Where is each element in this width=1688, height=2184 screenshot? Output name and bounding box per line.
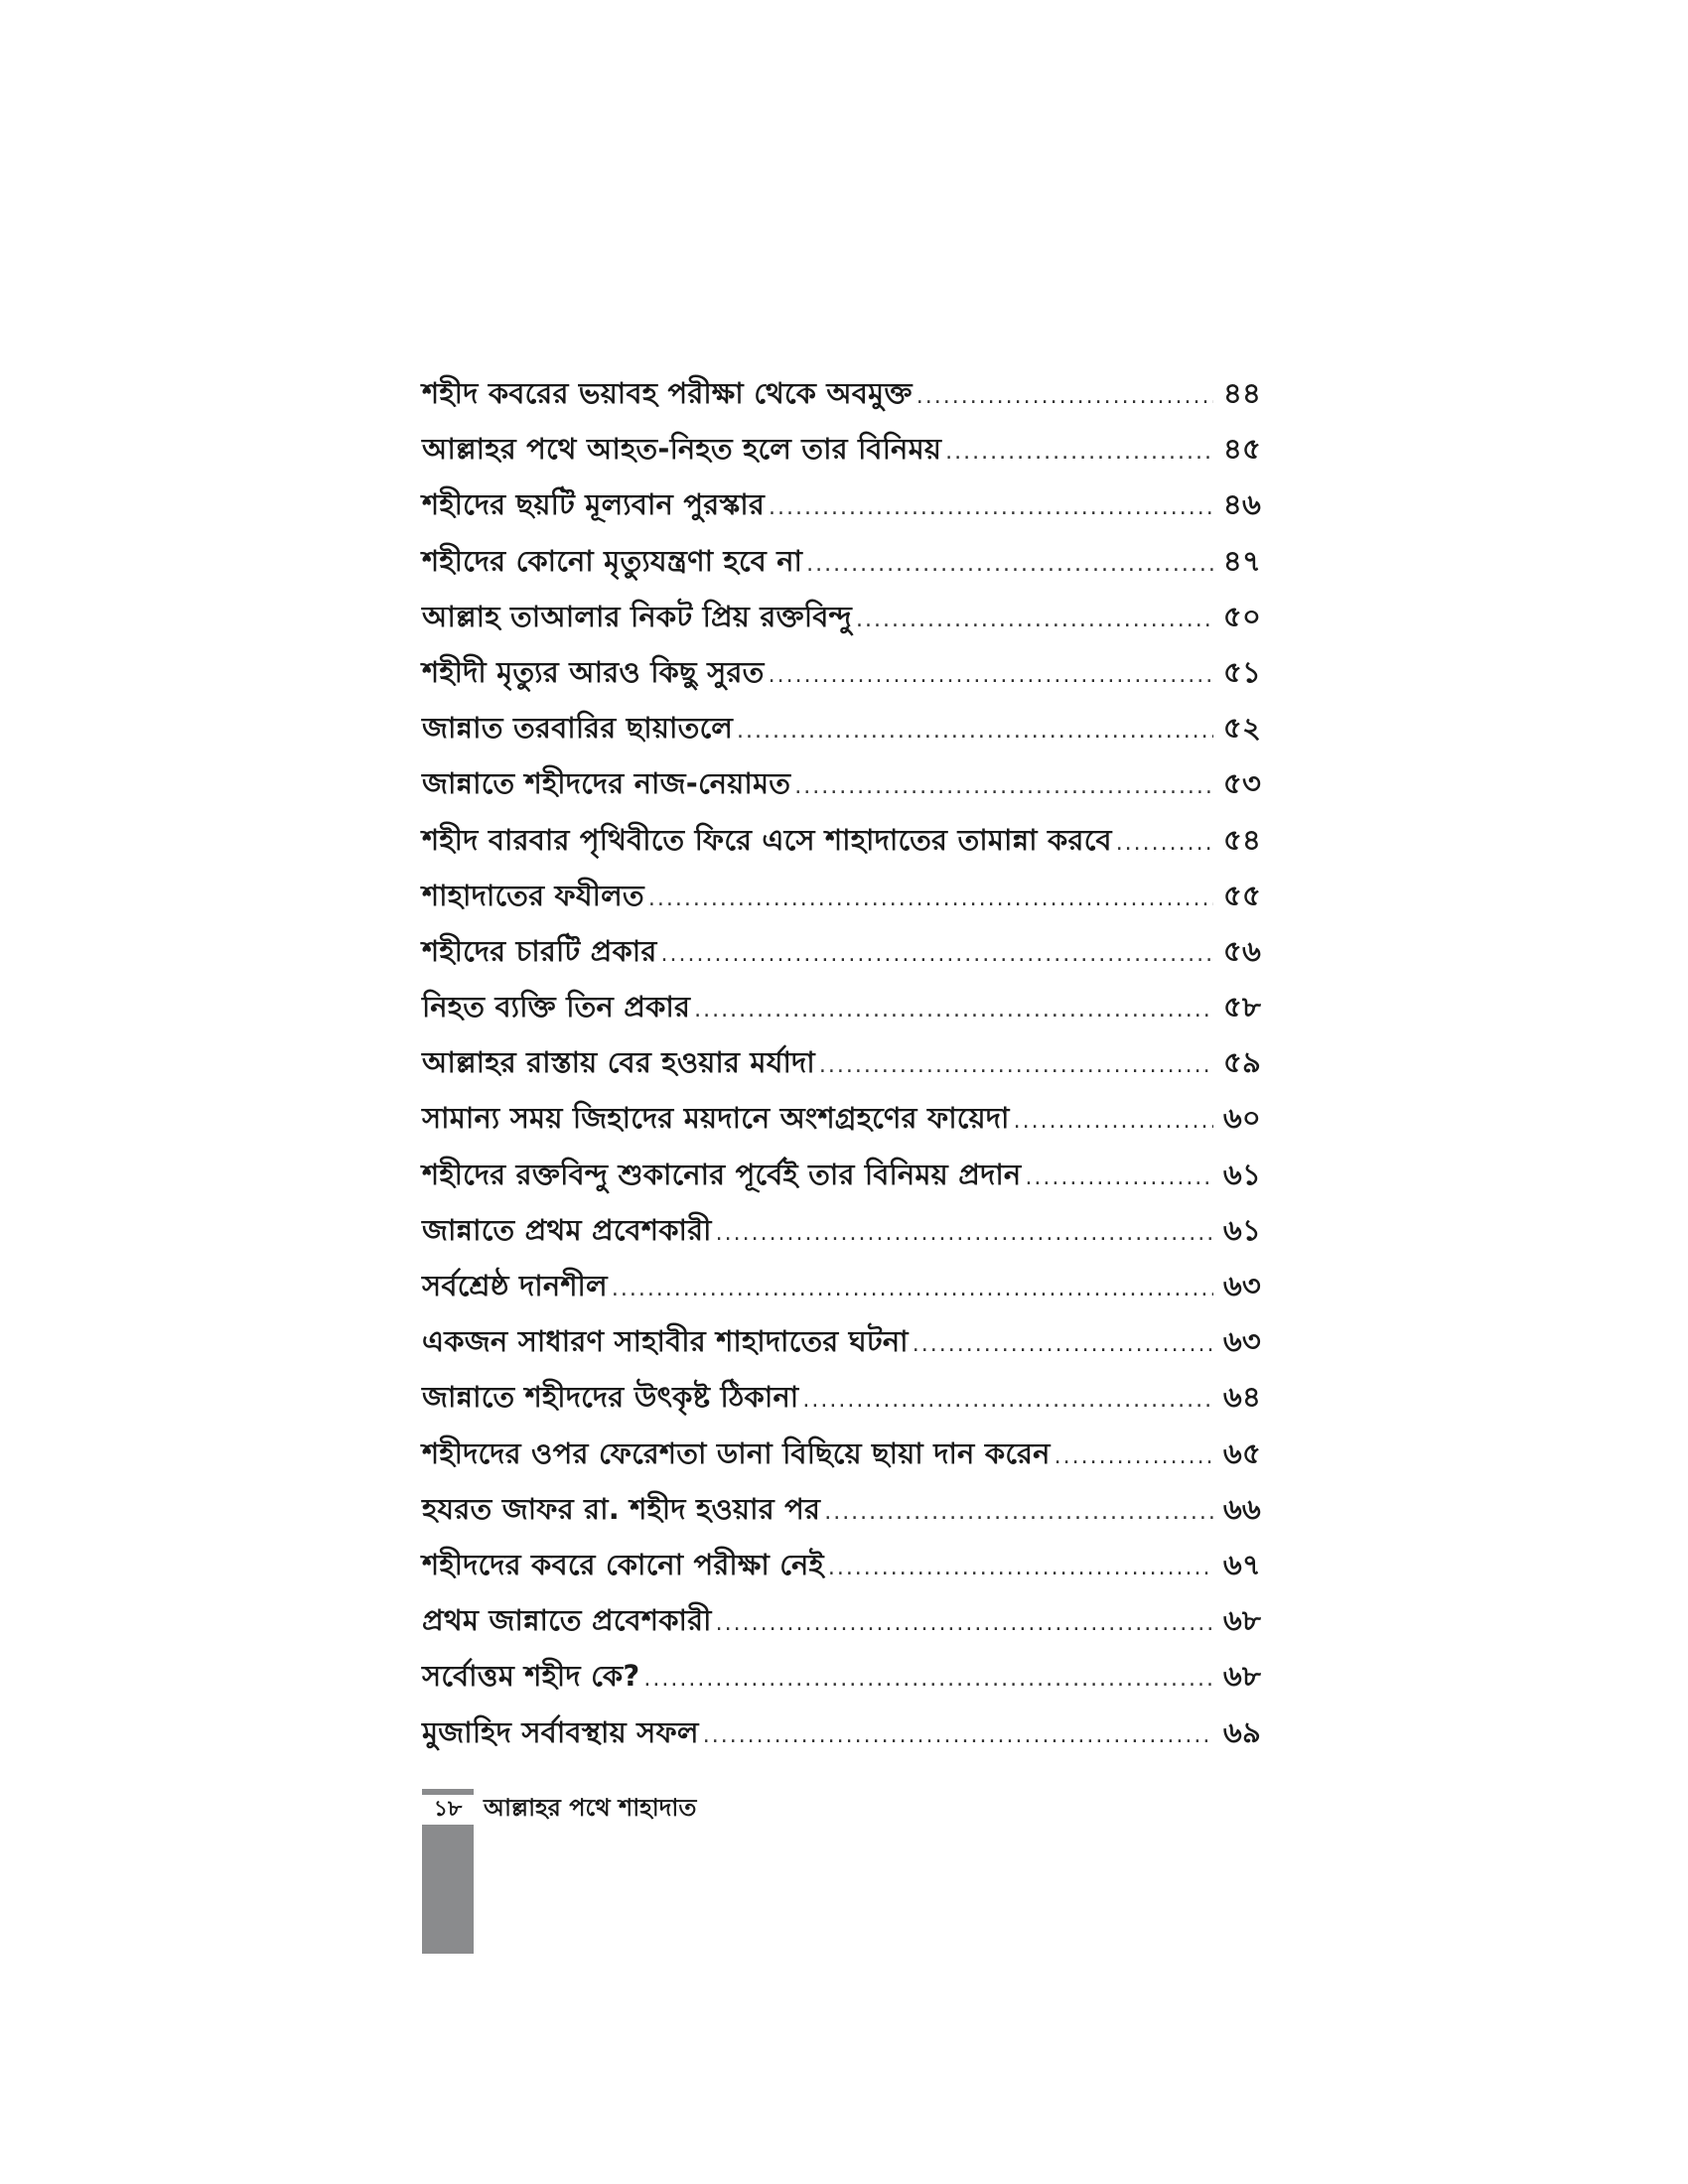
toc-entry-page: ৪৭ — [1222, 543, 1261, 578]
toc-entry-title: জান্নাতে শহীদদের নাজ-নেয়ামত — [422, 766, 791, 801]
toc-entry-page: ৫৯ — [1222, 1045, 1261, 1080]
toc-entry-page: ৬১ — [1222, 1212, 1261, 1247]
toc-entry — [422, 1375, 1261, 1431]
toc-entry — [422, 761, 1261, 817]
dot-leader — [913, 1332, 1213, 1357]
toc-entry-title: প্রথম জান্নাতে প্রবেশকারী — [422, 1603, 712, 1638]
toc-entry-page: ৫৪ — [1222, 822, 1261, 857]
toc-entry — [422, 1598, 1261, 1654]
toc-entry-page: ৫৩ — [1222, 766, 1261, 801]
toc-entry-title: সর্বোত্তম শহীদ কে? — [422, 1659, 640, 1694]
toc-entry-page: ৬৭ — [1222, 1547, 1261, 1581]
toc-entry-title: শহীদের কোনো মৃত্যুযন্ত্রণা হবে না — [422, 543, 803, 578]
toc-entry-page: ৫৬ — [1222, 933, 1261, 968]
toc-entry-page: ৫৫ — [1222, 878, 1261, 912]
toc-entry-page: ৬৬ — [1222, 1491, 1261, 1526]
dot-leader — [794, 774, 1213, 799]
toc-entry-title: শাহাদাতের ফযীলত — [422, 878, 644, 912]
toc-entry — [422, 1432, 1261, 1487]
page-footer — [422, 1795, 696, 1825]
toc-entry — [422, 985, 1261, 1040]
toc-entry — [422, 539, 1261, 595]
toc-entry-page: ৪৬ — [1222, 487, 1261, 522]
dot-leader — [716, 1611, 1213, 1636]
dot-leader — [828, 1556, 1213, 1580]
toc-entry-page: ৫১ — [1222, 654, 1261, 689]
dot-leader — [1014, 1109, 1213, 1134]
toc-entry-title: জান্নাত তরবারির ছায়াতলে — [422, 711, 734, 746]
toc-entry-title: শহীদের রক্তবিন্দু শুকানোর পূর্বেই তার বিনিময় প্রদান — [422, 1157, 1022, 1191]
toc-entry — [422, 1710, 1261, 1766]
toc-entry — [422, 595, 1261, 650]
dot-leader — [1116, 831, 1213, 856]
toc-entry-page: ৬৯ — [1222, 1714, 1261, 1749]
toc-entry-page: ৬৩ — [1222, 1324, 1261, 1359]
page-number: ১৮ — [433, 1796, 463, 1822]
toc-entry — [422, 1319, 1261, 1375]
dot-leader — [769, 495, 1213, 520]
toc-entry-title: আল্লাহর রাস্তায় বের হওয়ার মর্যাদা — [422, 1045, 815, 1080]
toc-entry-title: শহীদ বারবার পৃথিবীতে ফিরে এসে শাহাদাতের তামান্না করবে — [422, 822, 1112, 857]
toc-entry-page: ৬৩ — [1222, 1269, 1261, 1302]
toc-entry — [422, 482, 1261, 538]
dot-leader — [694, 998, 1213, 1023]
toc-entry-title: শহীদদের ওপর ফেরেশতা ডানা বিছিয়ে ছায়া দান করেন — [422, 1435, 1051, 1470]
dot-leader — [643, 1667, 1213, 1692]
toc-entry-page: ৪৫ — [1222, 432, 1261, 467]
toc-entry-page: ৫৮ — [1222, 990, 1261, 1024]
dot-leader — [661, 942, 1213, 967]
toc-entry-title: শহীদ কবরের ভয়াবহ পরীক্ষা থেকে অবমুক্ত — [422, 376, 913, 410]
toc-entry-title: সর্বশ্রেষ্ঠ দানশীল — [422, 1269, 608, 1302]
toc-entry — [422, 1208, 1261, 1264]
dot-leader — [806, 552, 1213, 577]
dot-leader — [648, 887, 1213, 911]
dot-leader — [703, 1723, 1213, 1748]
toc-entry — [422, 650, 1261, 706]
toc-entry-title: শহীদের চারটি প্রকার — [422, 933, 657, 968]
toc-entry-page: ৫২ — [1222, 711, 1261, 746]
dot-leader — [916, 384, 1213, 409]
toc-entry — [422, 371, 1261, 427]
toc-entry-title: শহীদদের কবরে কোনো পরীক্ষা নেই — [422, 1547, 824, 1581]
running-title: আল্লাহর পথে শাহাদাত — [484, 1794, 697, 1822]
toc-entry-title: শহীদী মৃত্যুর আরও কিছু সুরত — [422, 654, 765, 689]
toc-entry-title: আল্লাহর পথে আহত-নিহত হলে তার বিনিময় — [422, 432, 942, 467]
toc-entry — [422, 427, 1261, 482]
toc-entry — [422, 1264, 1261, 1319]
toc-entry-title: শহীদের ছয়টি মূল্যবান পুরস্কার — [422, 487, 766, 522]
toc-entry-page: ৬১ — [1222, 1157, 1261, 1191]
dot-leader — [819, 1053, 1213, 1078]
toc-entry-page: ৫০ — [1222, 599, 1261, 633]
toc-entry-title: হযরত জাফর রা. শহীদ হওয়ার পর — [422, 1491, 821, 1526]
toc-entry — [422, 1096, 1261, 1152]
toc-entry-page: ৬৫ — [1222, 1435, 1261, 1470]
toc-entry-title: একজন সাধারণ সাহাবীর শাহাদাতের ঘটনা — [422, 1324, 909, 1359]
toc-entry-page: ৬৮ — [1222, 1659, 1261, 1694]
dot-leader — [945, 440, 1213, 465]
toc-entry-title: সামান্য সময় জিহাদের ময়দানে অংশগ্রহণের ফায়েদা — [422, 1101, 1010, 1136]
thumb-tab — [422, 1825, 474, 1954]
toc-entry — [422, 706, 1261, 761]
toc-entry-page: ৬৪ — [1222, 1380, 1261, 1415]
toc-entry — [422, 1153, 1261, 1208]
toc-entry-page: ৬৮ — [1222, 1603, 1261, 1638]
dot-leader — [769, 663, 1213, 688]
toc-entry-title: জান্নাতে প্রথম প্রবেশকারী — [422, 1212, 712, 1247]
toc-entry — [422, 1654, 1261, 1709]
dot-leader — [856, 608, 1213, 632]
dot-leader — [716, 1221, 1213, 1246]
table-of-contents — [422, 371, 1261, 1766]
toc-entry — [422, 1040, 1261, 1096]
dot-leader — [1055, 1444, 1213, 1469]
dot-leader — [737, 719, 1213, 744]
toc-entry-page: ৬০ — [1222, 1101, 1261, 1136]
toc-entry — [422, 874, 1261, 929]
dot-leader — [802, 1388, 1213, 1413]
toc-entry-title: মুজাহিদ সর্বাবস্থায় সফল — [422, 1714, 699, 1749]
dot-leader — [824, 1500, 1213, 1525]
toc-entry-title: আল্লাহ তাআলার নিকট প্রিয় রক্তবিন্দু — [422, 599, 853, 633]
toc-entry-title: জান্নাতে শহীদদের উৎকৃষ্ট ঠিকানা — [422, 1380, 799, 1415]
toc-entry — [422, 929, 1261, 985]
toc-entry — [422, 1543, 1261, 1598]
toc-entry-title: নিহত ব্যক্তি তিন প্রকার — [422, 990, 691, 1024]
toc-entry — [422, 1487, 1261, 1543]
toc-entry-page: ৪৪ — [1222, 376, 1261, 410]
dot-leader — [612, 1277, 1213, 1301]
dot-leader — [1025, 1165, 1213, 1190]
toc-entry — [422, 818, 1261, 874]
